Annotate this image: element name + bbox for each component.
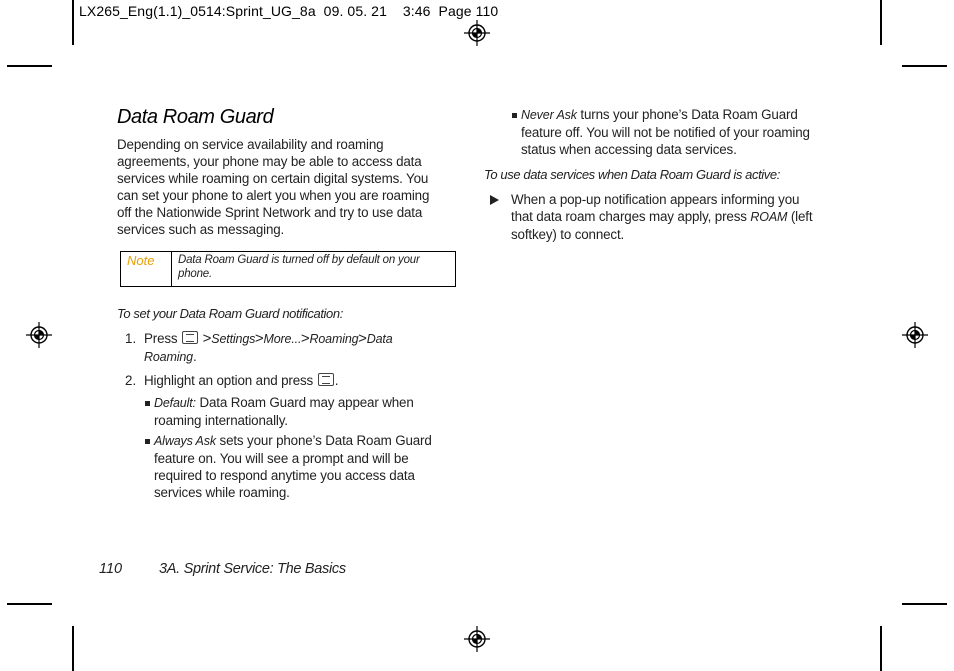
registration-mark-icon	[26, 322, 52, 348]
crop-mark	[902, 603, 947, 605]
menu-path-item: More...	[263, 332, 302, 346]
text-line: services such as messaging.	[117, 222, 285, 237]
text-line: services while roaming on certain digital systems. You	[117, 171, 429, 186]
punctuation: .	[192, 349, 197, 364]
text-line: Data Roam Guard is turned off by default on your	[178, 254, 420, 266]
step-2	[144, 372, 464, 389]
path-separator: >	[300, 330, 310, 347]
crop-mark	[72, 626, 74, 671]
active-heading: To use data services when Data Roam Guard is active:	[484, 167, 780, 182]
step-number: 1.	[125, 331, 137, 346]
crop-mark	[880, 626, 882, 671]
note-label: Note	[127, 253, 155, 268]
text-line: softkey) to connect.	[511, 227, 625, 242]
section-title: Data Roam Guard	[117, 106, 274, 128]
intro-paragraph	[117, 136, 457, 238]
text-line: off the Nationwide Sprint Network and try to use data	[117, 205, 423, 220]
step-number: 2.	[125, 373, 137, 388]
registration-mark-icon	[464, 626, 490, 652]
text-line: When a pop-up notification appears informing you	[511, 192, 800, 207]
path-separator: >	[358, 330, 367, 347]
footer-section-title: 3A. Sprint Service: The Basics	[159, 561, 346, 577]
option-always-ask	[154, 432, 454, 501]
slug-line: LX265_Eng(1.1)_0514:Sprint_UG_8a 09. 05. 21 3:46 Page 110	[79, 3, 499, 19]
text-line: can set your phone to alert you when you are roaming	[117, 188, 430, 203]
menu-path-item: Roaming	[144, 350, 193, 364]
menu-path-item: Roaming	[309, 332, 359, 346]
registration-mark-icon	[902, 322, 928, 348]
option-term: Always Ask	[154, 434, 216, 448]
bullet-icon	[145, 401, 150, 406]
menu-path-item: Data	[366, 332, 393, 346]
text-line: phone.	[178, 268, 212, 280]
crop-mark	[7, 65, 52, 67]
option-term: Default:	[154, 396, 196, 410]
menu-ok-key-icon	[318, 373, 334, 386]
option-text: Data Roam Guard may appear when	[195, 395, 414, 410]
crop-mark	[880, 0, 882, 45]
note-box	[120, 251, 456, 287]
set-heading: To set your Data Roam Guard notification:	[117, 306, 343, 321]
option-term: Never Ask	[521, 108, 577, 122]
page-number: 110	[99, 561, 123, 577]
step-text: Highlight an option and press	[144, 373, 314, 388]
text-line: agreements, your phone may be able to access data	[117, 154, 422, 169]
bullet-icon	[145, 439, 150, 444]
registration-mark-icon	[464, 20, 490, 46]
path-separator: >	[254, 330, 264, 347]
text-line: status when accessing data services.	[521, 142, 737, 157]
option-line	[154, 394, 454, 412]
crop-mark	[72, 0, 74, 45]
path-separator: >	[202, 330, 212, 347]
option-line	[154, 432, 454, 450]
step-text: Press	[144, 331, 178, 346]
crop-mark	[902, 65, 947, 67]
option-default	[154, 394, 454, 429]
step-text: that data roam charges may apply, press	[511, 209, 751, 224]
text-line: required to respond anytime you access data	[154, 468, 415, 483]
option-text: sets your phone’s Data Roam Guard	[215, 433, 432, 448]
note-text	[178, 253, 450, 281]
softkey-label: ROAM	[750, 210, 788, 224]
active-step	[511, 191, 841, 243]
menu-ok-key-icon	[182, 331, 198, 344]
note-label-cell	[121, 252, 172, 286]
step-1	[144, 330, 464, 366]
menu-path-item: Settings	[211, 332, 256, 346]
text-line: feature on. You will see a prompt and will be	[154, 451, 409, 466]
option-never-ask	[521, 106, 841, 158]
crop-mark	[7, 603, 52, 605]
text-line	[511, 208, 841, 226]
arrow-bullet-icon	[490, 195, 499, 205]
text-line: services while roaming.	[154, 485, 290, 500]
option-text: turns your phone’s Data Roam Guard	[576, 107, 798, 122]
option-line	[521, 106, 841, 124]
text-line: roaming internationally.	[154, 413, 288, 428]
text-line: feature off. You will not be notified of your roaming	[521, 125, 810, 140]
bullet-icon	[512, 113, 517, 118]
step-1-line	[144, 330, 464, 348]
text-line: Depending on service availability and roaming	[117, 137, 384, 152]
step-1-line	[144, 348, 464, 366]
step-text: (left	[787, 209, 813, 224]
punctuation: .	[334, 373, 339, 388]
